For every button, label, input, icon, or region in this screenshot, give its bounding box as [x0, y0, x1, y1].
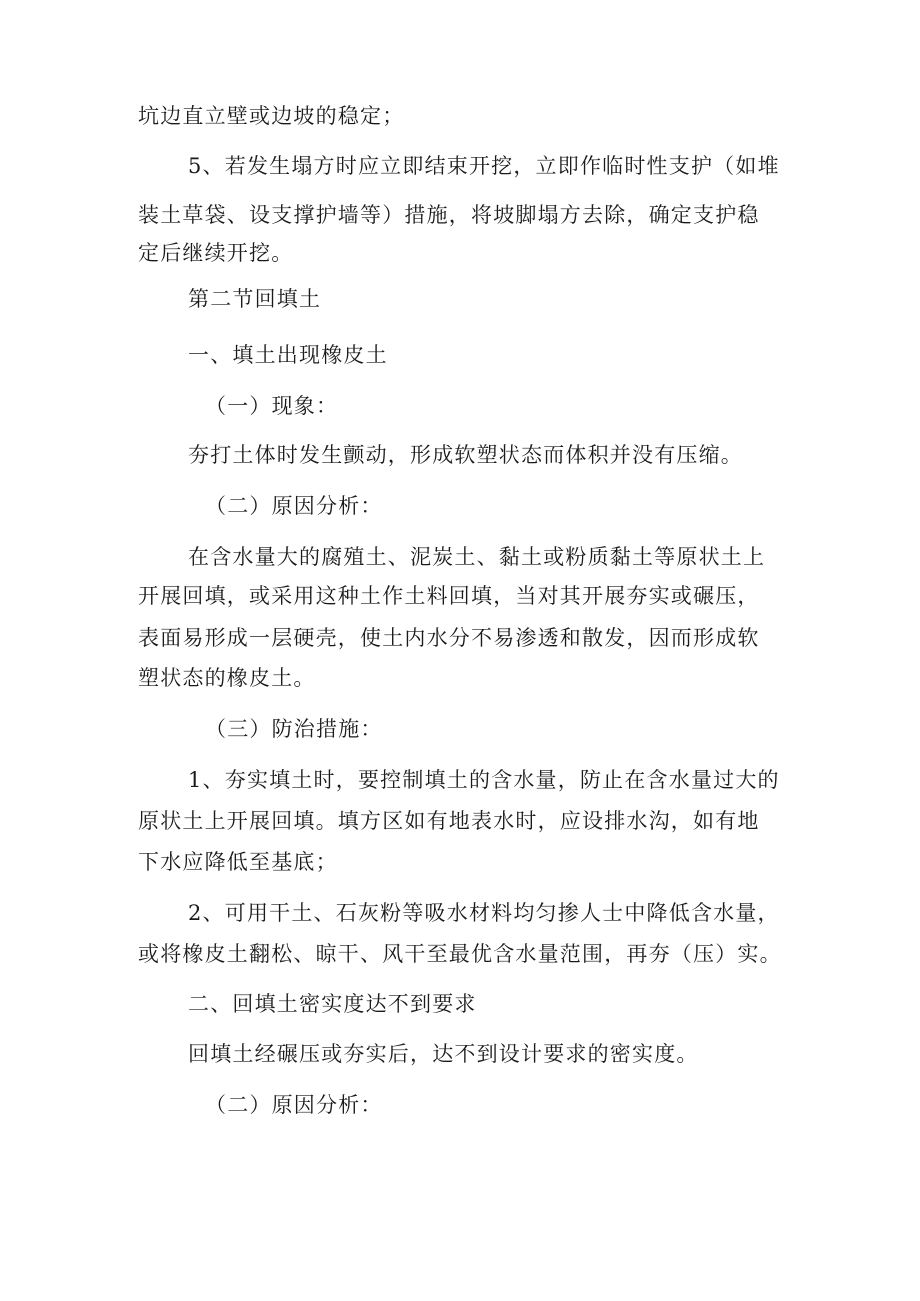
text-line-cause-1: 在含水量大的腐殖土、泥炭土、黏土或粉质黏土等原状土上: [188, 545, 766, 569]
subheading-cause-analysis-2: （二）原因分析：: [205, 1093, 383, 1117]
subheading-cause-analysis: （二）原因分析：: [205, 494, 383, 518]
text-line-cause-3: 表面易形成一层硬壳，使土内水分不易渗透和散发，因而形成软: [138, 626, 760, 650]
text-line-prevention-2: 原状土上开展回填。填方区如有地表水时，应设排水沟，如有地: [138, 809, 760, 833]
subheading-prevention: （三）防治措施：: [205, 717, 383, 741]
text-line-prevention-1: 1、夯实填土时，要控制填土的含水量，防止在含水量过大的: [188, 768, 780, 792]
text-line-cause-2: 开展回填，或采用这种土作土料回填，当对其开展夯实或碾压，: [138, 584, 760, 608]
text-line-collapse-measure-2: 装土草袋、设支撑护墙等）措施，将坡脚塌方去除，确定支护稳: [138, 203, 760, 227]
subheading-density: 二、回填土密实度达不到要求: [188, 992, 477, 1016]
text-line-cause-4: 塑状态的橡皮土。: [138, 666, 316, 690]
text-line-collapse-measure-1: 5、若发生塌方时应立即结束开挖，立即作临时性支护（如堆: [188, 154, 780, 178]
text-line-phenomenon: 夯打土体时发生颤动，形成软塑状态而体积并没有压缩。: [188, 443, 743, 467]
text-line-density: 回填土经碾压或夯实后，达不到设计要求的密实度。: [188, 1042, 699, 1066]
text-line-prevention-5: 或将橡皮土翻松、晾干、风干至最优含水量范围，再夯（压）实。: [138, 942, 782, 966]
text-line-prevention-3: 下水应降低至基底；: [138, 850, 338, 874]
text-line-collapse-measure-3: 定后继续开挖。: [138, 241, 294, 265]
text-line-prevention-4: 2、可用干土、石灰粉等吸水材料均匀掺人士中降低含水量，: [188, 901, 780, 925]
subheading-phenomenon: （一）现象：: [205, 394, 339, 418]
section-heading-backfill: 第二节回填土: [188, 287, 322, 311]
subheading-rubber-soil: 一、填土出现橡皮土: [188, 343, 388, 367]
text-line-slope-stability: 坑边直立壁或边坡的稳定；: [138, 104, 405, 128]
